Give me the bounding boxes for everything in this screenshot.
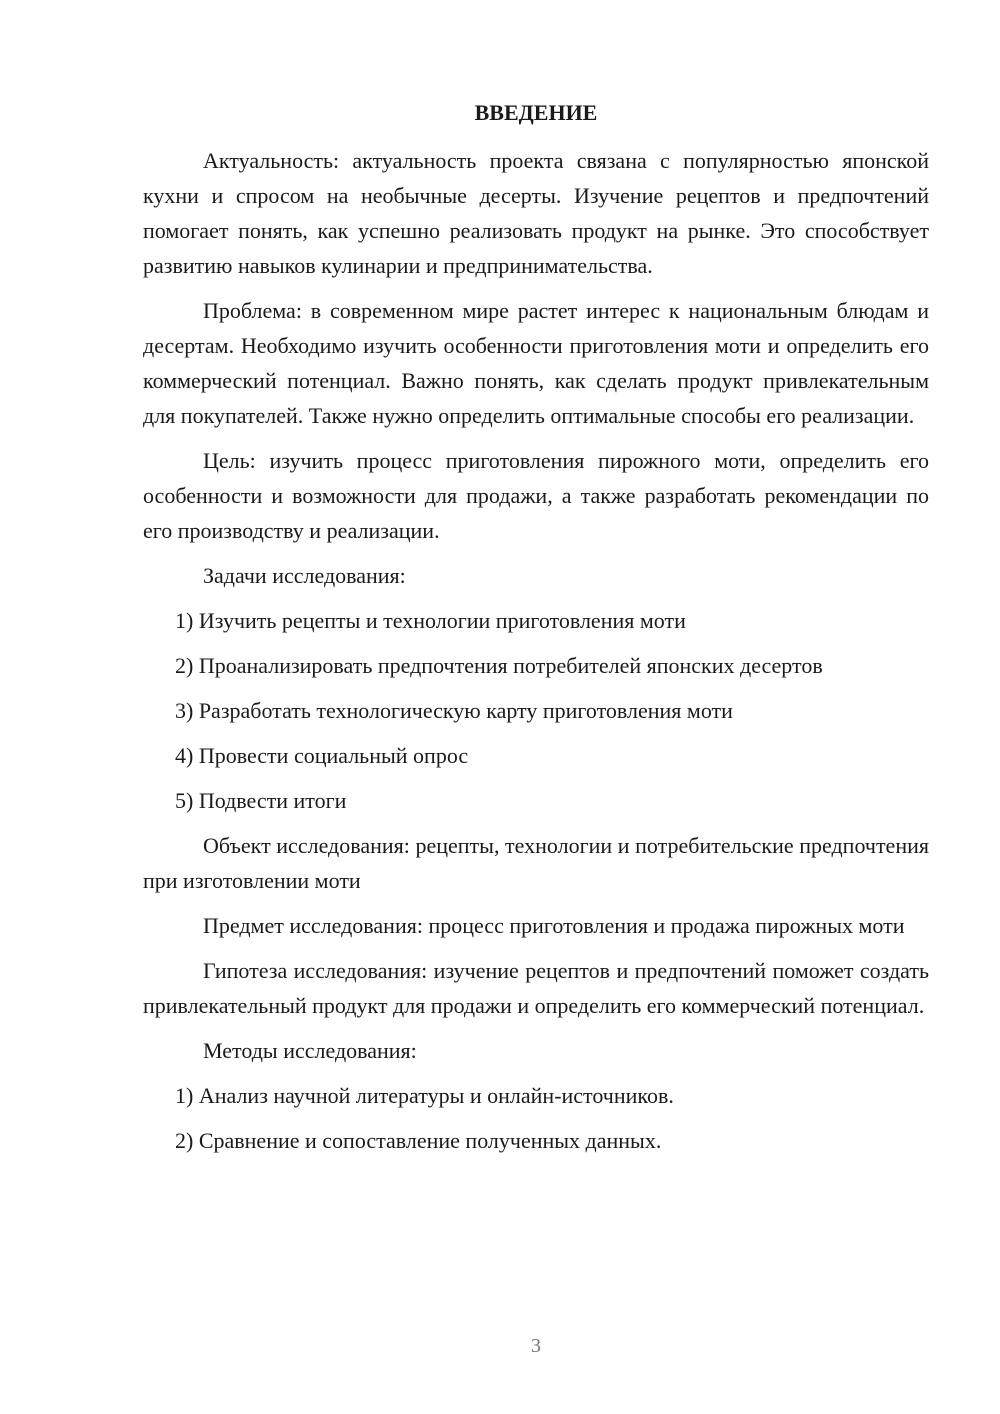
tasks-list-item: 4) Провести социальный опрос [175, 743, 469, 768]
paragraph-goal: Цель: изучить процесс приготовления пирожного моти, определить его особенности и возможности для продажи, а также разработать рекомендации по его производству и реализации. [143, 448, 929, 543]
page-number: 3 [531, 1335, 541, 1357]
paragraph-problem: Проблема: в современном мире растет интерес к национальным блюдам и десертам. Необходимо изучить особенности приготовления моти и определить его коммерческий потенциал. Важно понять, как сделать продукт привлекательным для покупателей. Также нужно определить оптимальные способы его реализации. [143, 298, 929, 428]
page-title: ВВЕДЕНИЕ [474, 100, 598, 125]
document-body [143, 143, 929, 1168]
paragraph-subject: Предмет исследования: процесс приготовления и продажа пирожных моти [203, 913, 905, 938]
tasks-heading: Задачи исследования: [203, 563, 406, 588]
methods-list-item: 1) Анализ научной литературы и онлайн-источников. [175, 1083, 674, 1108]
tasks-list-item: 1) Изучить рецепты и технологии приготовления моти [175, 608, 686, 633]
tasks-list-item: 2) Проанализировать предпочтения потребителей японских десертов [175, 653, 823, 678]
methods-heading: Методы исследования: [203, 1038, 417, 1063]
methods-list-item: 2) Сравнение и сопоставление полученных данных. [175, 1128, 662, 1153]
tasks-list-item: 3) Разработать технологическую карту приготовления моти [175, 698, 733, 723]
paragraph-object: Объект исследования: рецепты, технологии и потребительские предпочтения при изготовлении моти [143, 833, 929, 893]
tasks-list-item: 5) Подвести итоги [175, 788, 347, 813]
paragraph-hypothesis: Гипотеза исследования: изучение рецептов и предпочтений поможет создать привлекательный продукт для продажи и определить его коммерческий потенциал. [143, 958, 929, 1018]
paragraph-relevance: Актуальность: актуальность проекта связана с популярностью японской кухни и спросом на необычные десерты. Изучение рецептов и предпочтений помогает понять, как успешно реализовать продукт на рынке. Это способствует развитию навыков кулинарии и предпринимательства. [143, 148, 929, 278]
